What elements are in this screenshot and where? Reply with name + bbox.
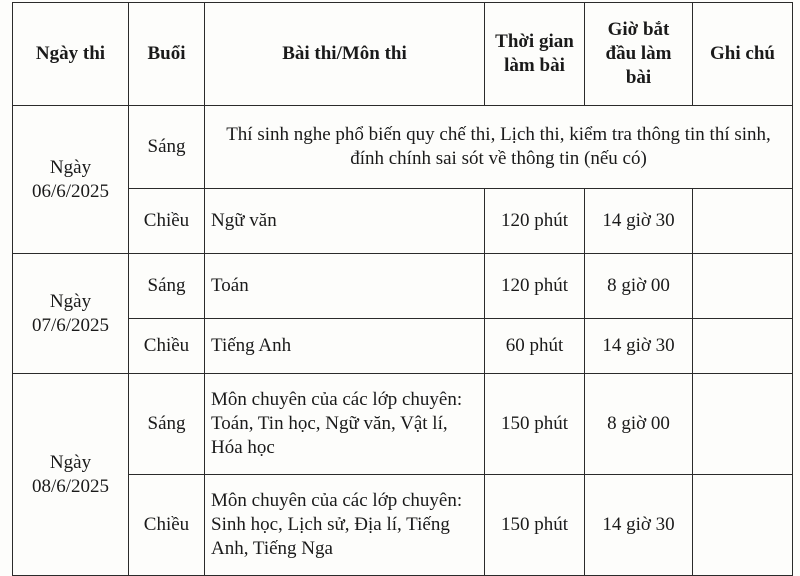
session-cell: Sáng <box>129 374 205 475</box>
table-row <box>13 254 793 319</box>
subject-cell: Ngữ văn <box>205 189 485 254</box>
note-cell <box>693 374 793 475</box>
start-time-cell: 8 giờ 00 <box>585 254 693 319</box>
header-note: Ghi chú <box>693 3 793 106</box>
subject-cell: Môn chuyên của các lớp chuyên: Toán, Tin học, Ngữ văn, Vật lí, Hóa học <box>205 374 485 475</box>
note-cell <box>693 319 793 374</box>
duration-cell: 150 phút <box>485 374 585 475</box>
note-cell <box>693 189 793 254</box>
start-time-cell: 14 giờ 30 <box>585 319 693 374</box>
session-cell: Chiều <box>129 189 205 254</box>
session-cell: Sáng <box>129 106 205 189</box>
duration-cell: 60 phút <box>485 319 585 374</box>
duration-cell: 150 phút <box>485 475 585 576</box>
table-row <box>13 374 793 475</box>
exam-date-cell: Ngày 07/6/2025 <box>13 254 129 374</box>
table-row <box>13 106 793 189</box>
start-time-cell: 14 giờ 30 <box>585 475 693 576</box>
session-cell: Sáng <box>129 254 205 319</box>
note-cell <box>693 475 793 576</box>
table-row <box>13 475 793 576</box>
start-time-cell: 14 giờ 30 <box>585 189 693 254</box>
header-subject: Bài thi/Môn thi <box>205 3 485 106</box>
session-cell: Chiều <box>129 319 205 374</box>
subject-cell: Toán <box>205 254 485 319</box>
table-row <box>13 319 793 374</box>
note-cell <box>693 254 793 319</box>
exam-schedule-table <box>12 2 793 576</box>
duration-cell: 120 phút <box>485 254 585 319</box>
start-time-cell: 8 giờ 00 <box>585 374 693 475</box>
duration-cell: 120 phút <box>485 189 585 254</box>
header-start-time: Giờ bắt đầu làm bài <box>585 3 693 106</box>
table-row <box>13 189 793 254</box>
header-session: Buổi <box>129 3 205 106</box>
subject-cell: Môn chuyên của các lớp chuyên: Sinh học, Lịch sử, Địa lí, Tiếng Anh, Tiếng Nga <box>205 475 485 576</box>
exam-date-cell: Ngày 08/6/2025 <box>13 374 129 576</box>
exam-date-cell: Ngày 06/6/2025 <box>13 106 129 254</box>
header-duration: Thời gian làm bài <box>485 3 585 106</box>
header-date: Ngày thi <box>13 3 129 106</box>
session-cell: Chiều <box>129 475 205 576</box>
subject-cell: Tiếng Anh <box>205 319 485 374</box>
header-row <box>13 3 793 106</box>
subject-cell: Thí sinh nghe phổ biến quy chế thi, Lịch thi, kiểm tra thông tin thí sinh, đính chính sai sót về thông tin (nếu có) <box>205 106 793 189</box>
